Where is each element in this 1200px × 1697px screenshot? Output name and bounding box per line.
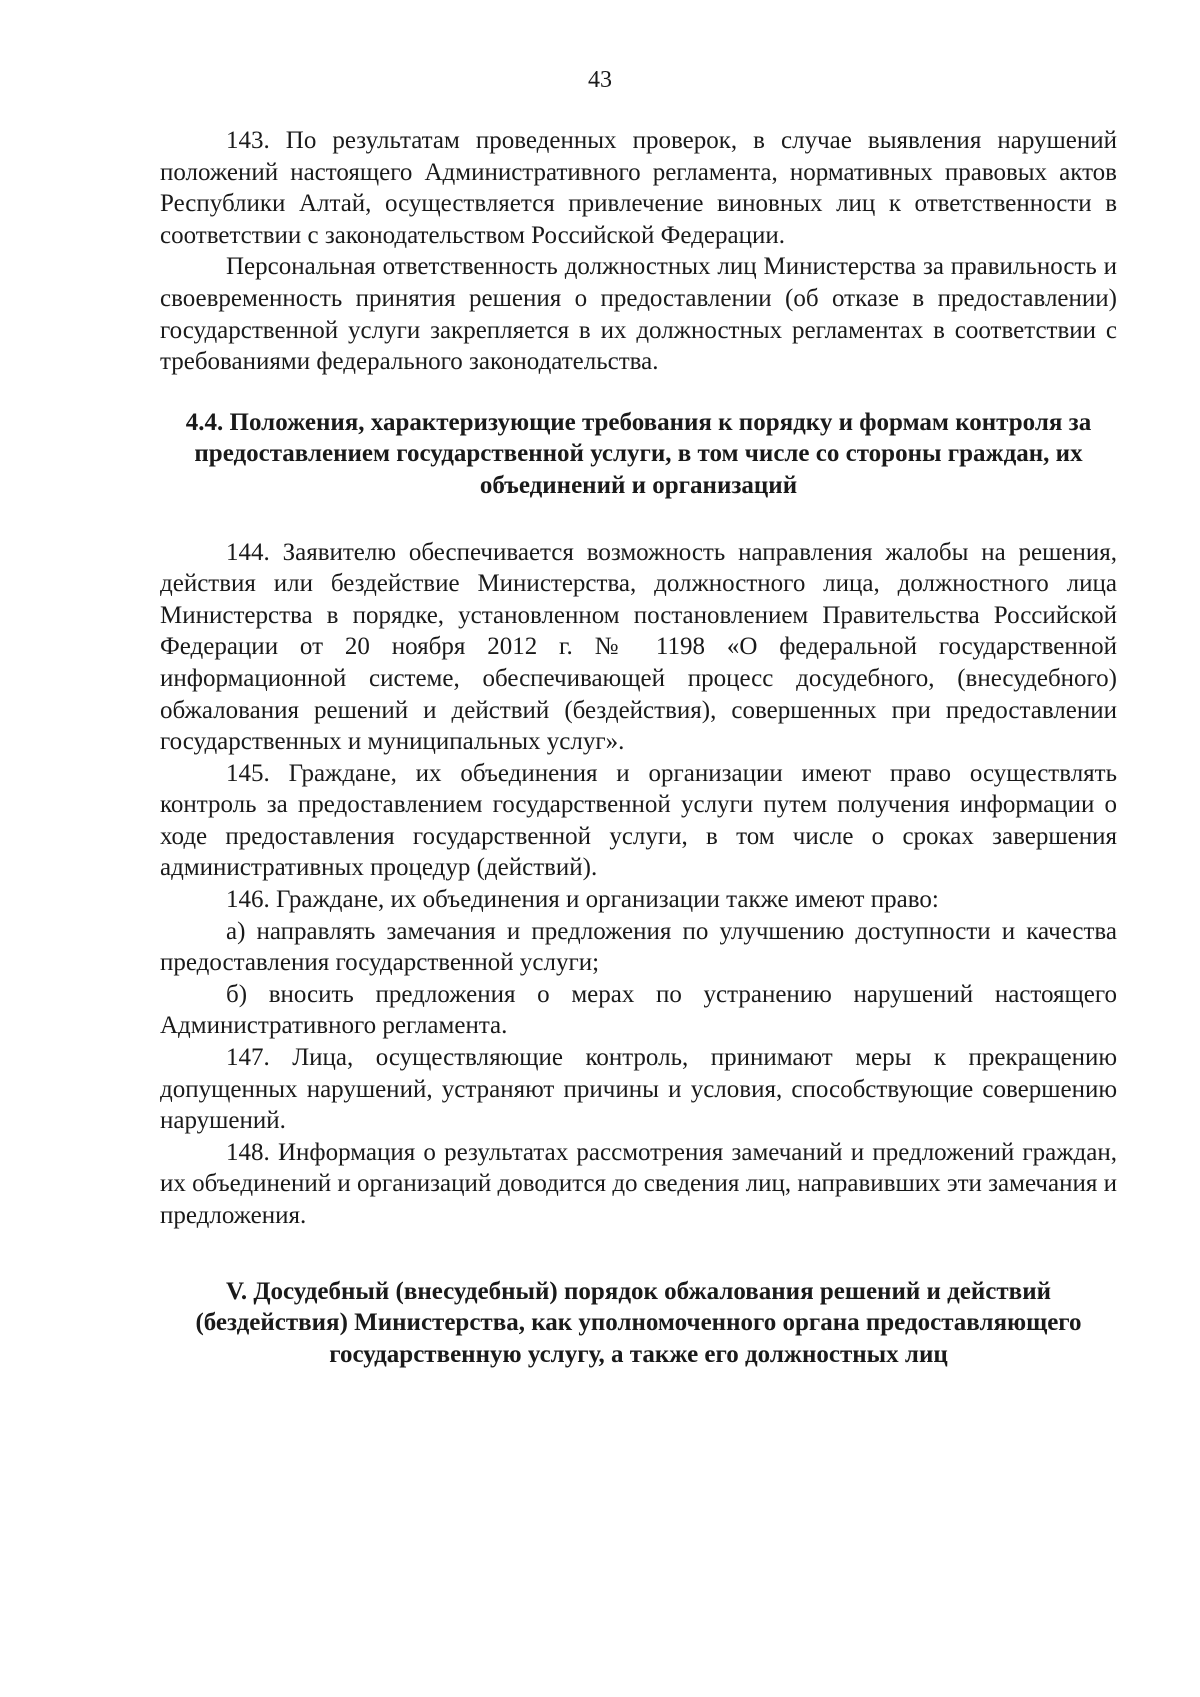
paragraph-146: 146. Граждане, их объединения и организации также имеют право:	[226, 886, 939, 914]
section-heading-4-4: 4.4. Положения, характеризующие требования к порядку и формам контроля за предоставлением государственной услуги, в том числе со стороны граждан, их объединений и организаций	[185, 408, 1092, 499]
page-body	[160, 125, 1117, 1370]
paragraph-143: 143. По результатам проведенных проверок, в случае выявления нарушений положений настоящего Административного регламента, нормативных правовых актов Республики Алтай, осуществляется привлечение виновных лиц к ответственности в соответствии с законодательством Российской Федерации.	[160, 127, 1117, 249]
page-number: 43	[588, 67, 612, 93]
paragraph-146-a: а) направлять замечания и предложения по улучшению доступности и качества предоставления государственной услуги;	[160, 917, 1117, 977]
paragraph-personal-responsibility: Персональная ответственность должностных лиц Министерства за правильность и своевременность принятия решения о предоставлении (об отказе в предоставлении) государственной услуги закрепляется в их должностных регламентах в соответствии с требованиями федерального законодательства.	[160, 253, 1117, 376]
section-heading-v: V. Досудебный (внесудебный) порядок обжалования решений и действий (бездействия) Министерства, как уполномоченного органа предоставляющего государственную услугу, а также его должностных лиц	[195, 1277, 1082, 1368]
paragraph-148: 148. Информация о результатах рассмотрения замечаний и предложений граждан, их объединений и организаций доводится до сведения лиц, направивших эти замечания и предложения.	[160, 1138, 1117, 1229]
paragraph-144: 144. Заявителю обеспечивается возможность направления жалобы на решения, действия или бездействие Министерства, должностного лица, должностного лица Министерства в порядке, установленном постановлением Правительства Российской Федерации от 20 ноября 2012 г. № 1198 «О федеральной государственной информационной системе, обеспечивающей процесс досудебного, (внесудебного) обжалования решений и действий (бездействия), совершенных при предоставлении государственных и муниципальных услуг».	[160, 538, 1117, 756]
paragraph-146-b: б) вносить предложения о мерах по устранению нарушений настоящего Административного регламента.	[160, 980, 1117, 1040]
paragraph-145: 145. Граждане, их объединения и организации имеют право осуществлять контроль за предоставлением государственной услуги путем получения информации о ходе предоставления государственной услуги, в том числе о сроках завершения административных процедур (действий).	[160, 759, 1117, 882]
paragraph-147: 147. Лица, осуществляющие контроль, принимают меры к прекращению допущенных нарушений, устраняют причины и условия, способствующие совершению нарушений.	[160, 1044, 1117, 1135]
